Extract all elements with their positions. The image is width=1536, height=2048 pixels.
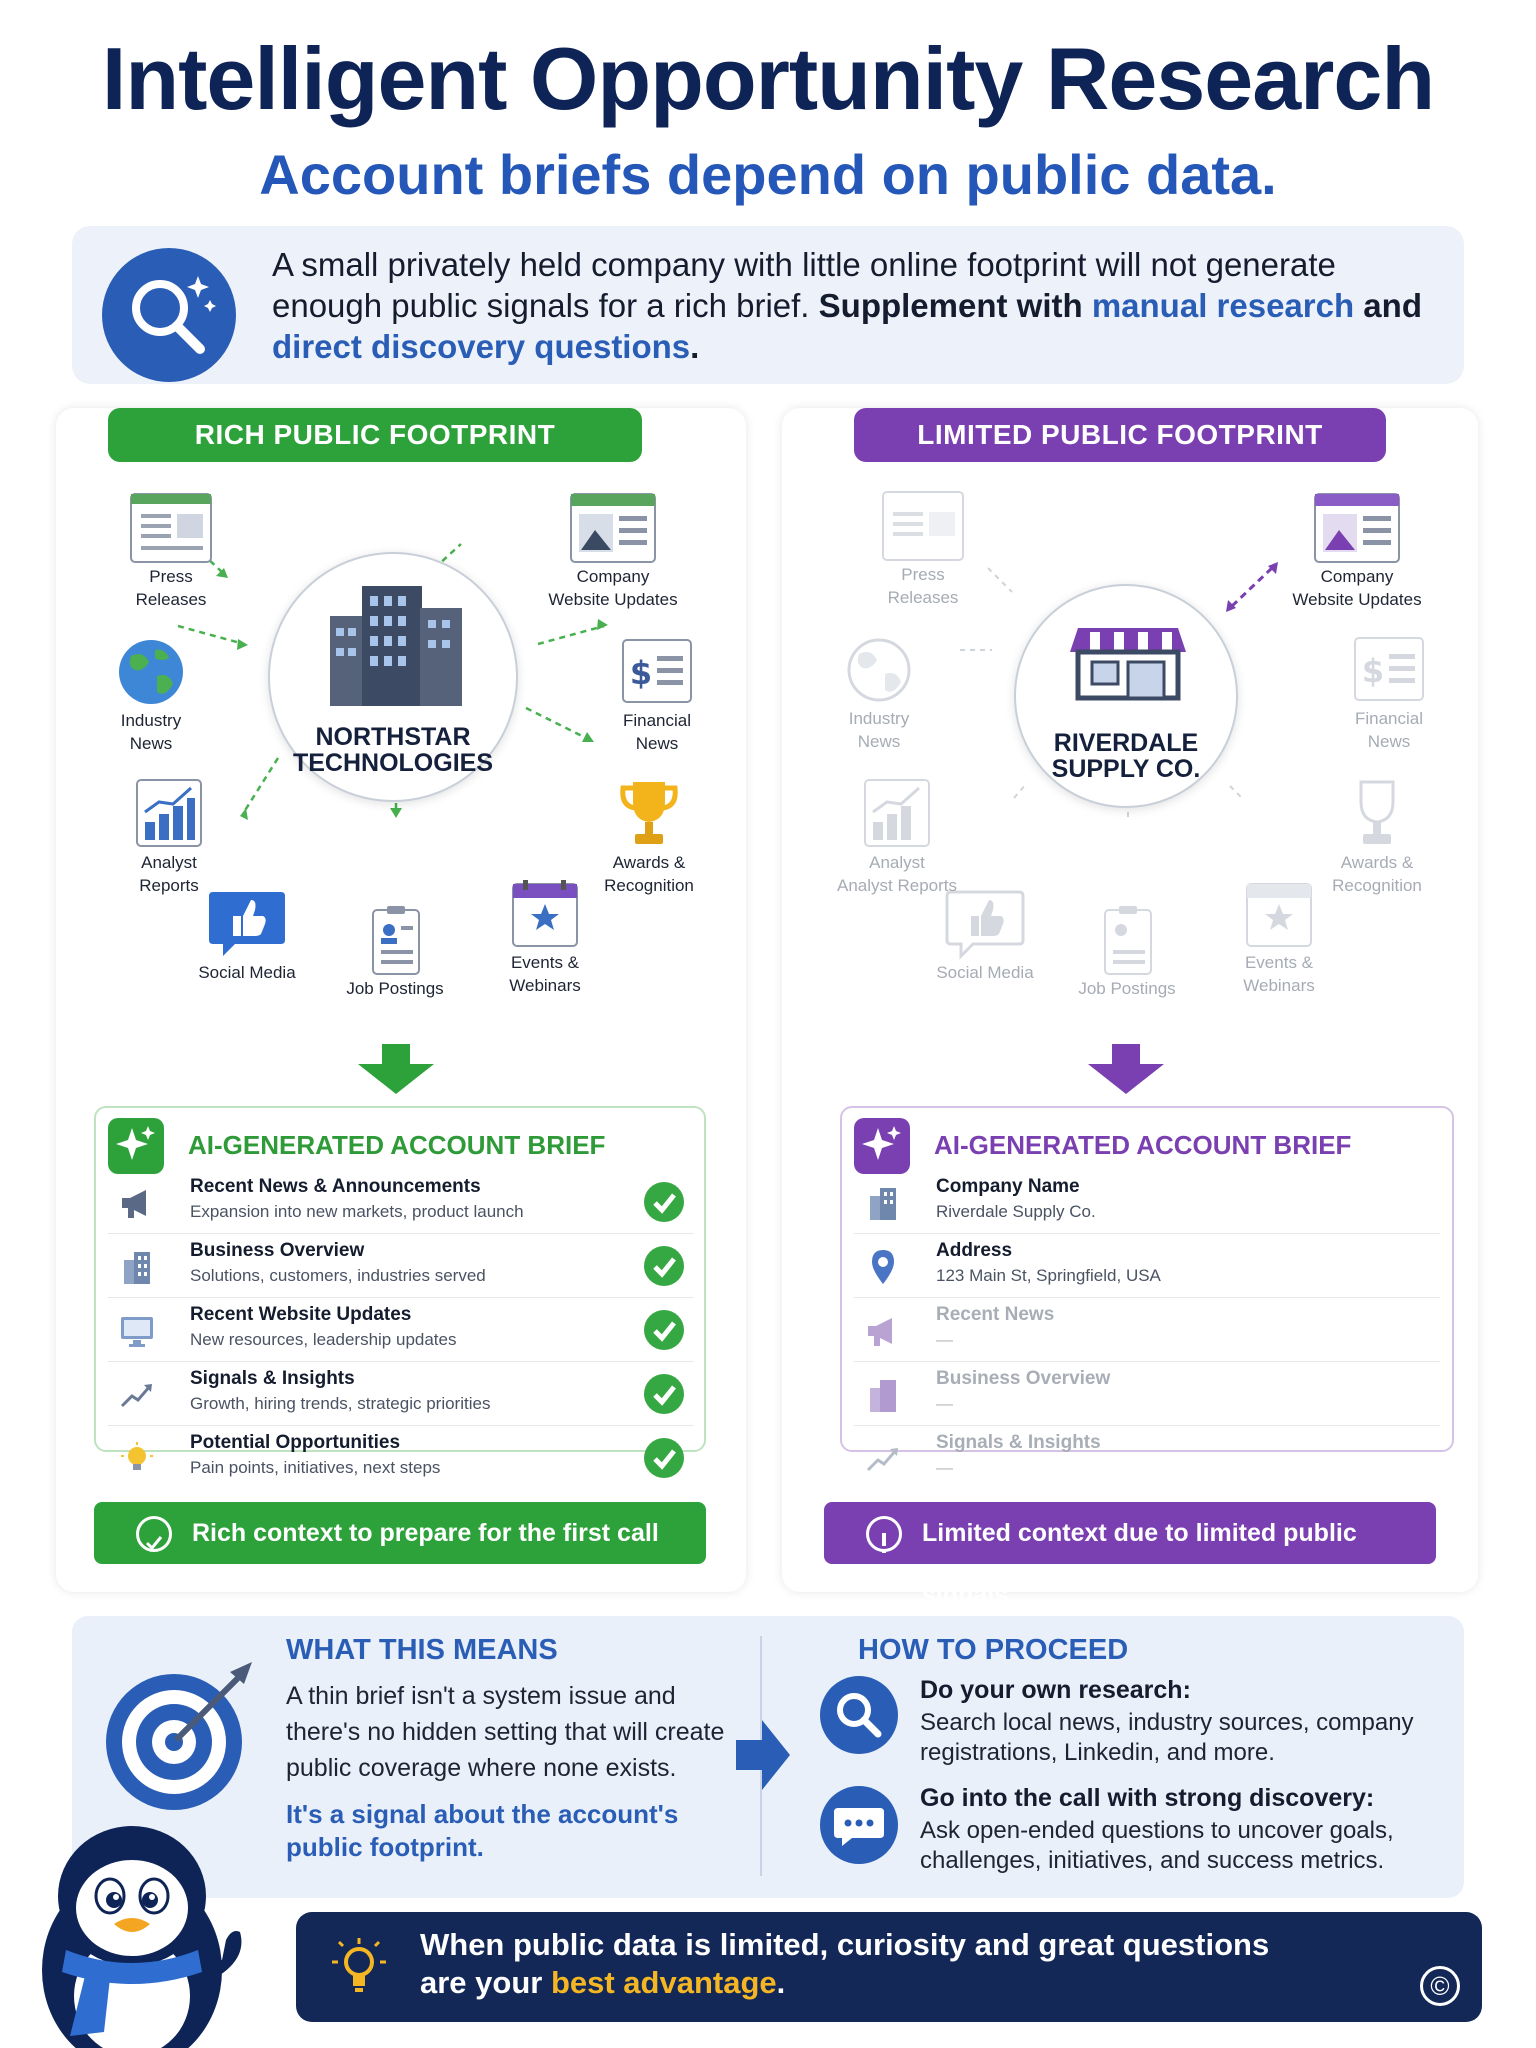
sparkle-icon (108, 1118, 164, 1174)
riverdale-name-line1: RIVERDALE (1053, 729, 1199, 757)
step-research-title: Do your own research: (920, 1676, 1191, 1704)
source-press-releases: Press Releases (96, 492, 246, 610)
target-arrow-icon (102, 1654, 262, 1814)
sparkle-icon (854, 1118, 910, 1174)
intro-text: A small privately held company with little online footprint will not generate enough public signals for a rich brief. Supplement with manual research and direct discovery questions. (272, 246, 1422, 365)
calendar-star-icon (501, 878, 589, 950)
magnifier-sparkle-icon (102, 248, 236, 382)
trophy-icon (605, 778, 693, 850)
svg-text:$: $ (1361, 652, 1385, 690)
building-icon (118, 1248, 156, 1286)
source-company-website: Company Website Updates (538, 492, 688, 610)
trend-line-icon (864, 1440, 902, 1478)
riverdale-name-line2: SUPPLY CO. (1051, 755, 1201, 783)
limited-brief-title: AI-GENERATED ACCOUNT BRIEF (934, 1130, 1352, 1160)
brief-row-business-overview: Business Overview Solutions, customers, industries served (108, 1234, 694, 1298)
search-icon (820, 1676, 898, 1754)
location-pin-icon (864, 1248, 902, 1286)
brief-row-address: Address 123 Main St, Springfield, USA (854, 1234, 1440, 1298)
step-research-body: Search local news, industry sources, company registrations, Linkedin, and more. (920, 1709, 1414, 1766)
what-this-means-body: A thin brief isn't a system issue and there's no hidden setting that will create public coverage where none exists. (286, 1682, 725, 1782)
limited-context-bar: Limited context due to limited public signals (824, 1502, 1436, 1564)
brief-row-business-overview: Business Overview — (854, 1362, 1440, 1426)
source-industry-news: Industry News (804, 634, 954, 752)
document-page-icon (879, 490, 967, 562)
riverdale-hub (1014, 584, 1238, 808)
rich-source-diagram (56, 468, 746, 1028)
rich-footprint-banner: RICH PUBLIC FOOTPRINT (108, 408, 642, 462)
lightbulb-icon (330, 1936, 388, 1998)
source-social-media: Social Media (910, 888, 1060, 983)
browser-window-icon (1313, 492, 1401, 564)
check-icon (644, 1182, 684, 1222)
bar-chart-icon (125, 778, 213, 850)
globe-icon (107, 636, 195, 708)
what-this-means-highlight: It's a signal about the account's public footprint. (286, 1799, 679, 1862)
source-industry-news: Industry News (76, 636, 226, 754)
thumbs-up-icon (941, 888, 1029, 960)
source-events-webinars: Events & Webinars (470, 878, 620, 996)
check-icon (644, 1246, 684, 1286)
callout-text: When public data is limited, curiosity and great questions are your best advantage. (420, 1927, 1270, 2000)
brief-row-recent-news: Recent News & Announcements Expansion into new markets, product launch (108, 1170, 694, 1234)
check-icon (644, 1438, 684, 1478)
closing-callout (296, 1912, 1482, 2022)
northstar-name-line2: TECHNOLOGIES (292, 749, 493, 777)
dollar-document-icon (613, 636, 701, 708)
rich-context-bar: Rich context to prepare for the first call (94, 1502, 706, 1564)
purple-down-arrow-icon (1086, 1044, 1166, 1094)
check-icon (644, 1374, 684, 1414)
guidance-section (72, 1616, 1464, 1898)
intro-box (72, 226, 1464, 384)
megaphone-icon (118, 1184, 156, 1222)
limited-footprint-panel (782, 408, 1478, 1609)
brief-row-website-updates: Recent Website Updates New resources, leadership updates (108, 1298, 694, 1362)
exclamation-circle-icon (866, 1516, 902, 1552)
rich-account-brief (94, 1106, 706, 1477)
source-company-website: Company Website Updates (1282, 492, 1432, 610)
monitor-icon (118, 1312, 156, 1350)
source-job-postings: Job Postings (320, 904, 470, 999)
source-awards: Awards & Recognition (574, 778, 724, 896)
clipboard-profile-icon (1083, 904, 1171, 976)
brief-row-signals-insights: Signals & Insights — (854, 1426, 1440, 1490)
trend-line-icon (118, 1376, 156, 1414)
thumbs-up-icon (203, 888, 291, 960)
dollar-document-icon (1345, 634, 1433, 706)
source-job-postings: Job Postings (1052, 904, 1202, 999)
step-discovery-title: Go into the call with strong discovery: (920, 1784, 1375, 1812)
green-down-arrow-icon (356, 1044, 436, 1094)
brief-row-signals-insights: Signals & Insights Growth, hiring trends, strategic priorities (108, 1362, 694, 1426)
northstar-hub (268, 552, 518, 802)
chat-bubble-icon (820, 1786, 898, 1864)
document-page-icon (127, 492, 215, 564)
how-to-proceed-title: HOW TO PROCEED (858, 1634, 1129, 1666)
lightbulb-icon (118, 1440, 156, 1478)
svg-text:$: $ (629, 654, 653, 692)
trophy-icon (1333, 778, 1421, 850)
globe-icon (835, 634, 923, 706)
source-analyst-reports: Analyst Analyst Reports (822, 778, 972, 896)
clipboard-profile-icon (351, 904, 439, 976)
northstar-name-line1: NORTHSTAR (315, 723, 471, 751)
right-arrow-icon (734, 1718, 792, 1792)
rich-brief-title: AI-GENERATED ACCOUNT BRIEF (188, 1130, 606, 1160)
megaphone-icon (864, 1312, 902, 1350)
page-title: Intelligent Opportunity Research (101, 29, 1435, 128)
source-events-webinars: Events & Webinars (1204, 878, 1354, 996)
source-social-media: Social Media (172, 888, 322, 983)
limited-source-diagram (782, 468, 1478, 1028)
brief-row-company-name: Company Name Riverdale Supply Co. (854, 1170, 1440, 1234)
what-this-means-title: WHAT THIS MEANS (286, 1634, 558, 1666)
rich-footprint-panel (56, 408, 746, 1592)
source-financial-news: $ Financial News (1314, 634, 1464, 752)
penguin-mascot-illustration (26, 1800, 266, 2048)
source-awards: Awards & Recognition (1302, 778, 1452, 896)
building-icon (864, 1376, 902, 1414)
step-discovery-body: Ask open-ended questions to uncover goals, challenges, initiatives, and success metrics. (920, 1817, 1394, 1874)
source-financial-news: $ Financial News (582, 636, 732, 754)
page-subtitle: Account briefs depend on public data. (259, 143, 1277, 206)
source-analyst-reports: Analyst Reports (94, 778, 244, 896)
brief-row-recent-news: Recent News — (854, 1298, 1440, 1362)
bar-chart-icon (853, 778, 941, 850)
browser-window-icon (569, 492, 657, 564)
building-icon (864, 1184, 902, 1222)
limited-footprint-banner: LIMITED PUBLIC FOOTPRINT (854, 408, 1386, 462)
copyright-mark: © (1420, 1966, 1460, 2006)
check-circle-icon (136, 1516, 172, 1552)
check-icon (644, 1310, 684, 1350)
source-press-releases: Press Releases (848, 490, 998, 608)
calendar-star-icon (1235, 878, 1323, 950)
brief-row-opportunities: Potential Opportunities Pain points, initiatives, next steps (108, 1426, 694, 1490)
limited-account-brief (840, 1106, 1454, 1477)
